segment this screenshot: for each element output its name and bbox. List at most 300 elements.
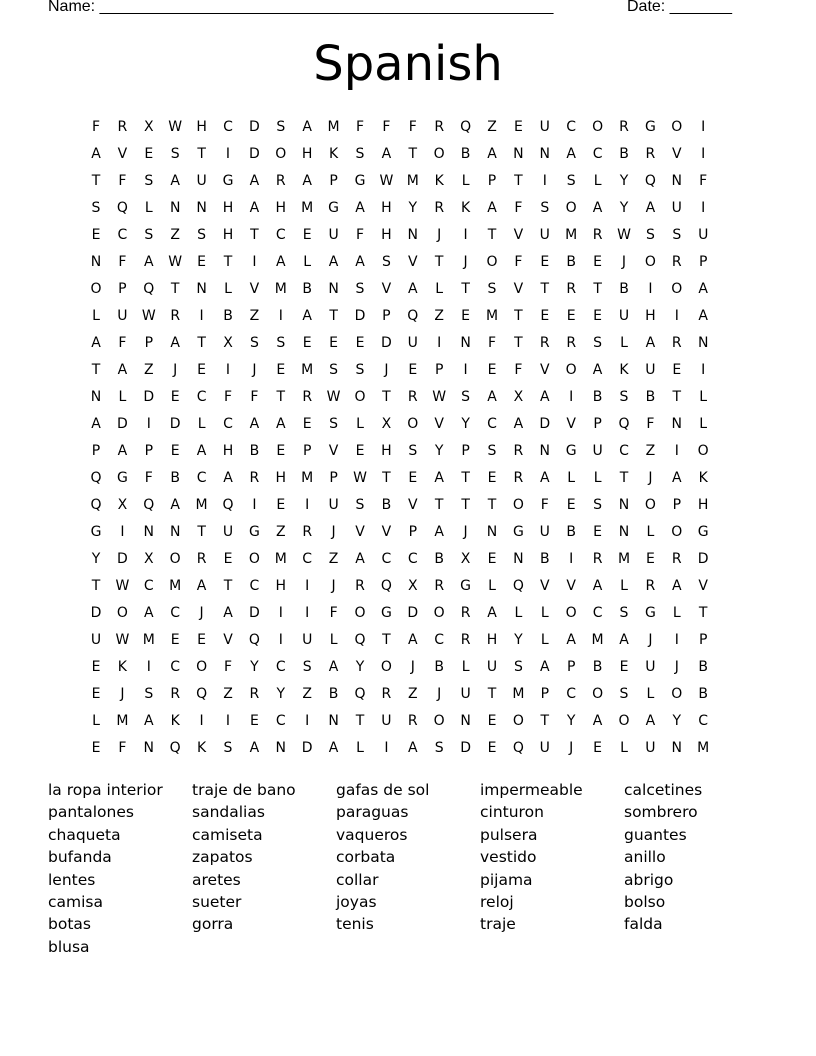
grid-letter: G [90, 524, 102, 540]
grid-letter: I [278, 308, 283, 324]
grid-letter: E [302, 227, 312, 243]
grid-letter: R [566, 335, 577, 351]
grid-letter: I [252, 254, 257, 270]
grid-letter: F [144, 470, 153, 486]
grid-letter: H [381, 443, 392, 459]
grid-letter: U [645, 740, 656, 756]
grid-letter: L [514, 605, 523, 621]
grid-letter: C [302, 551, 313, 567]
grid-letter: J [331, 524, 336, 540]
grid-letter: O [592, 119, 604, 135]
grid-letter: C [249, 578, 260, 594]
grid-letter: J [463, 524, 468, 540]
grid-letter: U [222, 524, 234, 540]
grid-letter: M [591, 632, 604, 648]
grid-letter: S [249, 335, 259, 351]
grid-letter: I [674, 308, 679, 324]
grid-letter: I [437, 335, 442, 351]
grid-letter: A [381, 146, 392, 162]
grid-letter: A [592, 578, 603, 594]
grid-letter: A [540, 659, 550, 675]
grid-letter: D [143, 389, 155, 405]
grid-letter: O [618, 713, 630, 729]
grid-letter: P [698, 632, 708, 648]
grid-letter: H [645, 308, 656, 324]
word-list-item: botas [48, 915, 91, 934]
grid-letter: C [196, 470, 207, 486]
grid-letter: A [645, 200, 656, 216]
grid-letter: Y [566, 713, 576, 729]
grid-letter: B [249, 443, 260, 459]
grid-letter: A [592, 200, 603, 216]
word-list-item: la ropa interior [48, 781, 163, 799]
grid-letter: A [355, 200, 365, 216]
grid-letter: D [460, 740, 471, 756]
grid-letter: E [408, 362, 418, 378]
grid-letter: F [514, 254, 523, 270]
grid-letter: I [463, 362, 468, 378]
grid-letter: O [433, 713, 445, 729]
grid-letter: R [381, 686, 392, 702]
grid-letter: T [487, 497, 497, 513]
grid-letter: N [143, 524, 155, 540]
grid-letter: L [435, 281, 444, 297]
grid-letter: L [356, 740, 364, 756]
grid-letter: J [648, 470, 653, 486]
grid-letter: A [566, 632, 576, 648]
grid-letter: Z [223, 686, 233, 702]
grid-letter: I [278, 632, 283, 648]
grid-letter: Y [672, 713, 682, 729]
grid-letter: O [644, 497, 656, 513]
grid-letter: N [671, 416, 683, 432]
grid-letter: B [698, 686, 708, 702]
grid-letter: S [540, 200, 550, 216]
grid-letter: S [487, 443, 497, 459]
grid-letter: W [617, 227, 631, 243]
word-list-item: vaqueros [336, 825, 408, 844]
grid-letter: D [301, 740, 313, 756]
grid-letter: W [353, 470, 367, 486]
grid-letter: S [381, 254, 391, 270]
grid-letter: Q [222, 497, 234, 513]
grid-letter: A [91, 146, 101, 162]
grid-letter: E [170, 443, 180, 459]
grid-letter: H [275, 578, 287, 594]
grid-letter: W [326, 389, 341, 405]
grid-letter: L [646, 686, 655, 702]
grid-letter: Y [461, 416, 470, 432]
letter-grid [83, 114, 733, 762]
word-list-item: anillo [624, 848, 666, 867]
grid-letter: R [434, 578, 445, 594]
grid-letter: E [170, 389, 180, 405]
grid-letter: N [196, 200, 207, 216]
grid-letter: H [697, 497, 709, 513]
grid-letter: G [460, 578, 472, 594]
grid-letter: Y [434, 443, 444, 459]
grid-letter: K [461, 200, 471, 216]
grid-letter: E [408, 470, 418, 486]
grid-letter: F [329, 605, 338, 621]
grid-letter: G [644, 119, 656, 135]
grid-letter: T [461, 497, 470, 513]
grid-letter: S [645, 227, 655, 243]
grid-letter: X [117, 497, 128, 513]
grid-letter: H [275, 200, 287, 216]
grid-letter: E [672, 362, 682, 378]
grid-letter: C [170, 605, 181, 621]
word-list-item: pijama [480, 870, 533, 889]
grid-letter: O [697, 443, 709, 459]
grid-letter: N [618, 497, 630, 513]
grid-letter: H [301, 146, 313, 162]
grid-letter: D [117, 551, 128, 567]
grid-letter: A [408, 740, 418, 756]
grid-letter: A [619, 632, 629, 648]
grid-letter: C [381, 551, 392, 567]
grid-letter: A [196, 578, 207, 594]
grid-letter: V [328, 443, 339, 459]
grid-letter: I [701, 200, 706, 216]
grid-letter: E [566, 308, 576, 324]
grid-letter: L [540, 632, 549, 648]
grid-letter: T [329, 308, 338, 324]
grid-letter: F [118, 254, 127, 270]
grid-letter: M [617, 551, 631, 567]
grid-letter: A [144, 713, 154, 729]
grid-letter: T [619, 470, 629, 486]
grid-letter: J [463, 254, 468, 270]
grid-letter: J [648, 632, 653, 648]
grid-letter: X [513, 389, 524, 405]
grid-letter: I [252, 497, 257, 513]
grid-letter: S [144, 173, 154, 189]
grid-letter: X [381, 416, 392, 432]
grid-letter: N [196, 281, 207, 297]
grid-letter: T [434, 497, 444, 513]
grid-letter: M [485, 308, 499, 324]
grid-letter: A [698, 308, 708, 324]
grid-letter: S [91, 200, 101, 216]
grid-letter: E [593, 740, 603, 756]
grid-letter: F [408, 119, 417, 135]
grid-letter: T [514, 308, 523, 324]
grid-letter: P [382, 308, 391, 324]
grid-letter: W [115, 632, 130, 648]
grid-letter: K [619, 362, 629, 378]
grid-letter: O [169, 551, 181, 567]
grid-letter: U [645, 659, 656, 675]
grid-letter: P [329, 470, 338, 486]
grid-letter: E [197, 362, 207, 378]
grid-letter: R [539, 335, 550, 351]
grid-letter: U [539, 119, 550, 135]
grid-letter: G [116, 470, 128, 486]
grid-letter: A [645, 713, 656, 729]
grid-letter: F [118, 173, 127, 189]
grid-letter: J [120, 686, 125, 702]
grid-letter: L [540, 605, 549, 621]
grid-letter: F [514, 200, 523, 216]
grid-letter: Q [354, 632, 366, 648]
grid-letter: A [302, 119, 312, 135]
grid-letter: N [697, 335, 709, 351]
grid-letter: T [91, 173, 101, 189]
grid-letter: A [672, 578, 682, 594]
grid-letter: R [249, 470, 260, 486]
grid-letter: Z [328, 551, 339, 567]
word-list-item: collar [336, 870, 379, 889]
grid-letter: C [619, 443, 629, 459]
grid-letter: D [354, 308, 366, 324]
grid-letter: T [672, 389, 682, 405]
grid-letter: J [410, 659, 415, 675]
grid-letter: Z [434, 308, 444, 324]
grid-letter: O [671, 119, 683, 135]
word-list-item: gafas de sol [336, 781, 430, 799]
grid-letter: B [302, 281, 312, 297]
grid-letter: N [460, 713, 471, 729]
grid-letter: B [434, 551, 444, 567]
grid-letter: U [196, 173, 207, 189]
grid-letter: N [90, 389, 102, 405]
grid-letter: T [514, 335, 523, 351]
grid-letter: S [355, 146, 365, 162]
grid-letter: E [302, 335, 312, 351]
grid-letter: S [408, 443, 418, 459]
grid-letter: I [701, 362, 706, 378]
grid-letter: A [249, 740, 260, 756]
grid-letter: I [701, 146, 706, 162]
grid-letter: T [514, 173, 523, 189]
grid-letter: X [144, 119, 154, 135]
grid-letter: A [355, 551, 365, 567]
grid-letter: N [169, 524, 181, 540]
grid-letter: A [408, 632, 418, 648]
word-list-item: bufanda [48, 848, 112, 867]
grid-letter: S [593, 497, 603, 513]
grid-letter: S [223, 740, 233, 756]
word-list-item: abrigo [624, 870, 674, 889]
grid-letter: P [118, 281, 127, 297]
grid-letter: T [540, 281, 550, 297]
grid-letter: P [329, 173, 338, 189]
grid-letter: G [644, 605, 656, 621]
grid-letter: S [672, 227, 682, 243]
grid-letter: I [674, 443, 679, 459]
grid-letter: N [90, 254, 102, 270]
grid-letter: A [513, 416, 524, 432]
grid-letter: T [461, 470, 470, 486]
grid-letter: O [486, 254, 498, 270]
grid-letter: B [619, 281, 629, 297]
grid-letter: L [92, 308, 100, 324]
grid-letter: A [487, 200, 497, 216]
grid-letter: E [566, 497, 576, 513]
grid-letter: Q [90, 470, 102, 486]
grid-letter: Q [644, 173, 656, 189]
grid-letter: T [408, 146, 418, 162]
grid-letter: R [117, 119, 128, 135]
date-field-label: Date: _______ [627, 0, 732, 15]
grid-letter: Y [619, 200, 629, 216]
grid-letter: T [250, 227, 259, 243]
grid-letter: R [434, 119, 445, 135]
grid-letter: V [566, 578, 576, 594]
grid-letter: T [197, 335, 206, 351]
grid-letter: J [173, 362, 178, 378]
grid-letter: T [223, 254, 233, 270]
grid-letter: F [118, 740, 127, 756]
word-list-item: vestido [480, 848, 537, 867]
grid-letter: E [170, 632, 180, 648]
grid-letter: D [249, 119, 260, 135]
grid-letter: G [222, 173, 234, 189]
grid-letter: Y [91, 551, 101, 567]
grid-letter: V [223, 632, 233, 648]
grid-letter: I [225, 713, 231, 729]
grid-letter: A [302, 308, 312, 324]
grid-letter: E [487, 362, 497, 378]
grid-letter: N [328, 713, 339, 729]
word-list-item: traje [480, 915, 516, 934]
grid-letter: A [144, 605, 154, 621]
grid-letter: U [117, 308, 128, 324]
grid-letter: Z [487, 119, 497, 135]
grid-letter: O [512, 497, 524, 513]
grid-letter: A [592, 713, 603, 729]
grid-letter: N [486, 524, 498, 540]
grid-letter: A [117, 443, 128, 459]
grid-letter: U [539, 227, 550, 243]
grid-letter: U [407, 335, 418, 351]
word-list-item: sueter [192, 893, 242, 912]
word-list-item: chaqueta [48, 825, 121, 844]
grid-letter: C [223, 119, 233, 135]
grid-letter: F [699, 173, 708, 189]
header [48, 0, 748, 20]
grid-letter: Q [460, 119, 472, 135]
grid-letter: I [674, 632, 679, 648]
grid-letter: A [487, 389, 497, 405]
grid-letter: R [434, 200, 445, 216]
grid-letter: R [671, 551, 682, 567]
grid-letter: C [592, 605, 603, 621]
grid-letter: M [169, 578, 182, 594]
grid-letter: F [382, 119, 391, 135]
grid-letter: N [143, 740, 155, 756]
word-list-item: sombrero [624, 803, 698, 822]
grid-letter: V [355, 524, 365, 540]
grid-letter: Z [302, 686, 312, 702]
grid-letter: T [197, 146, 206, 162]
grid-letter: E [619, 659, 629, 675]
grid-letter: Z [249, 308, 260, 324]
word-list-item: guantes [624, 825, 687, 844]
grid-letter: C [275, 659, 286, 675]
grid-letter: E [197, 254, 207, 270]
grid-letter: N [460, 335, 471, 351]
grid-letter: E [223, 551, 233, 567]
grid-letter: O [433, 146, 445, 162]
grid-letter: E [487, 470, 497, 486]
grid-letter: L [620, 578, 628, 594]
grid-letter: B [645, 389, 656, 405]
grid-letter: F [118, 335, 127, 351]
grid-letter: W [141, 308, 156, 324]
grid-letter: M [697, 740, 710, 756]
grid-letter: G [512, 524, 524, 540]
grid-letter: A [223, 470, 233, 486]
grid-letter: M [327, 119, 340, 135]
grid-letter: B [539, 551, 550, 567]
grid-letter: I [199, 713, 204, 729]
grid-letter: H [222, 200, 234, 216]
grid-letter: O [671, 686, 683, 702]
grid-letter: R [407, 389, 418, 405]
grid-letter: F [355, 227, 365, 243]
grid-letter: L [461, 659, 470, 675]
grid-letter: R [302, 389, 313, 405]
grid-letter: B [592, 659, 603, 675]
grid-letter: R [645, 578, 656, 594]
grid-letter: L [224, 281, 232, 297]
grid-letter: R [592, 551, 603, 567]
grid-letter: A [592, 362, 603, 378]
grid-letter: L [118, 389, 127, 405]
grid-letter: T [593, 281, 602, 297]
grid-letter: C [117, 227, 128, 243]
grid-letter: A [170, 335, 180, 351]
grid-letter: C [170, 659, 181, 675]
grid-letter: A [276, 416, 286, 432]
grid-letter: Y [250, 659, 259, 675]
grid-letter: M [565, 227, 578, 243]
grid-letter: D [117, 416, 128, 432]
grid-letter: R [513, 443, 524, 459]
word-list-item: bolso [624, 893, 666, 912]
grid-letter: E [91, 659, 101, 675]
grid-letter: V [698, 578, 708, 594]
grid-letter: B [328, 686, 339, 702]
grid-letter: Q [143, 497, 155, 513]
grid-letter: M [116, 713, 129, 729]
grid-letter: S [302, 659, 312, 675]
grid-letter: U [90, 632, 102, 648]
grid-letter: O [592, 686, 604, 702]
word-list-item: gorra [192, 915, 234, 934]
grid-letter: N [328, 281, 339, 297]
grid-letter: L [197, 416, 206, 432]
grid-letter: O [512, 713, 524, 729]
grid-letter: I [225, 362, 231, 378]
grid-letter: G [697, 524, 709, 540]
grid-letter: F [223, 659, 233, 675]
word-list-item: pantalones [48, 803, 134, 822]
grid-letter: A [355, 254, 365, 270]
grid-letter: E [487, 740, 497, 756]
grid-letter: C [196, 389, 207, 405]
grid-letter: O [248, 551, 260, 567]
grid-letter: K [698, 470, 708, 486]
grid-letter: P [434, 362, 444, 378]
grid-letter: A [408, 281, 418, 297]
grid-letter: X [223, 335, 233, 351]
grid-letter: J [252, 362, 257, 378]
grid-letter: D [407, 605, 419, 621]
grid-letter: G [354, 173, 366, 189]
